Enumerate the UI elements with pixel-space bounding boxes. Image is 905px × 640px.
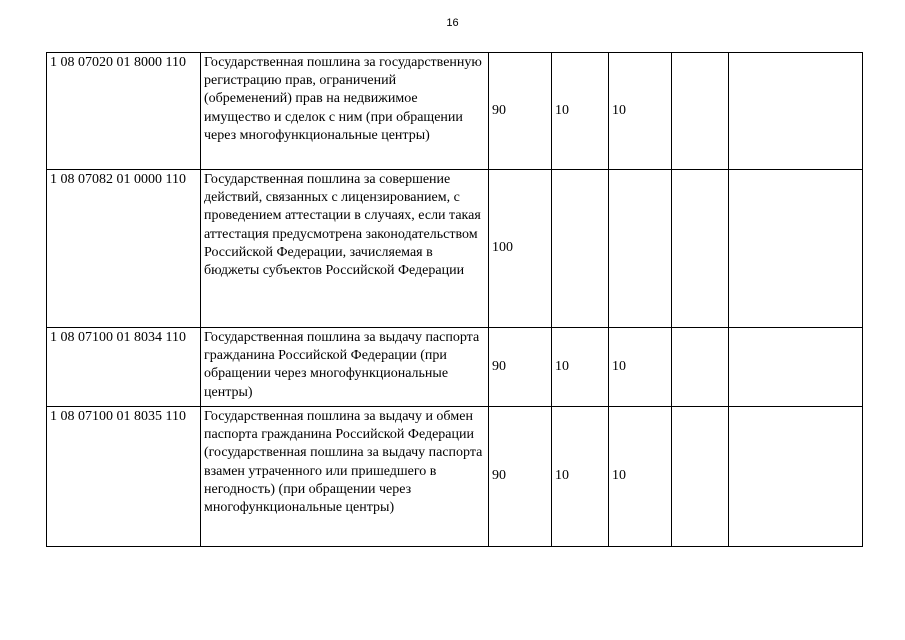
- table-row: [47, 407, 863, 547]
- description-cell: Государственная пошлина за выдачу паспорта гражданина Российской Федерации (при обращении через многофункциональные центры): [201, 328, 489, 407]
- value-cell: [729, 170, 863, 328]
- value-cell: [552, 170, 609, 328]
- value-cell: 10: [609, 407, 672, 547]
- table-row: [47, 328, 863, 407]
- budget-classification-table: [46, 52, 863, 547]
- kbk-code-cell: 1 08 07020 01 8000 110: [47, 53, 201, 170]
- value-cell: [672, 53, 729, 170]
- value-cell: [672, 328, 729, 407]
- value-cell: 100: [489, 170, 552, 328]
- page-number: 16: [446, 17, 459, 29]
- value-cell: [672, 170, 729, 328]
- value-cell: [729, 407, 863, 547]
- value-cell: 10: [609, 53, 672, 170]
- value-cell: [672, 407, 729, 547]
- value-cell: 10: [552, 328, 609, 407]
- value-cell: 10: [552, 407, 609, 547]
- description-cell: Государственная пошлина за совершение действий, связанных с лицензированием, с проведением аттестации в случаях, если такая аттестация предусмотрена законодательством Российской Федерации, зачисляемая в бюджеты субъектов Российской Федерации: [201, 170, 489, 328]
- value-cell: 10: [552, 53, 609, 170]
- value-cell: 10: [609, 328, 672, 407]
- table-row: [47, 170, 863, 328]
- kbk-code-cell: 1 08 07100 01 8035 110: [47, 407, 201, 547]
- table-row: [47, 53, 863, 170]
- kbk-code-cell: 1 08 07082 01 0000 110: [47, 170, 201, 328]
- value-cell: 90: [489, 407, 552, 547]
- value-cell: 90: [489, 328, 552, 407]
- kbk-code-cell: 1 08 07100 01 8034 110: [47, 328, 201, 407]
- value-cell: 90: [489, 53, 552, 170]
- value-cell: [609, 170, 672, 328]
- value-cell: [729, 328, 863, 407]
- value-cell: [729, 53, 863, 170]
- description-cell: Государственная пошлина за государственную регистрацию прав, ограничений (обременений) прав на недвижимое имущество и сделок с ним (при обращении через многофункциональные центры): [201, 53, 489, 170]
- description-cell: Государственная пошлина за выдачу и обмен паспорта гражданина Российской Федерации (государственная пошлина за выдачу паспорта взамен утраченного или пришедшего в негодность) (при обращении через многофункциональные центры): [201, 407, 489, 547]
